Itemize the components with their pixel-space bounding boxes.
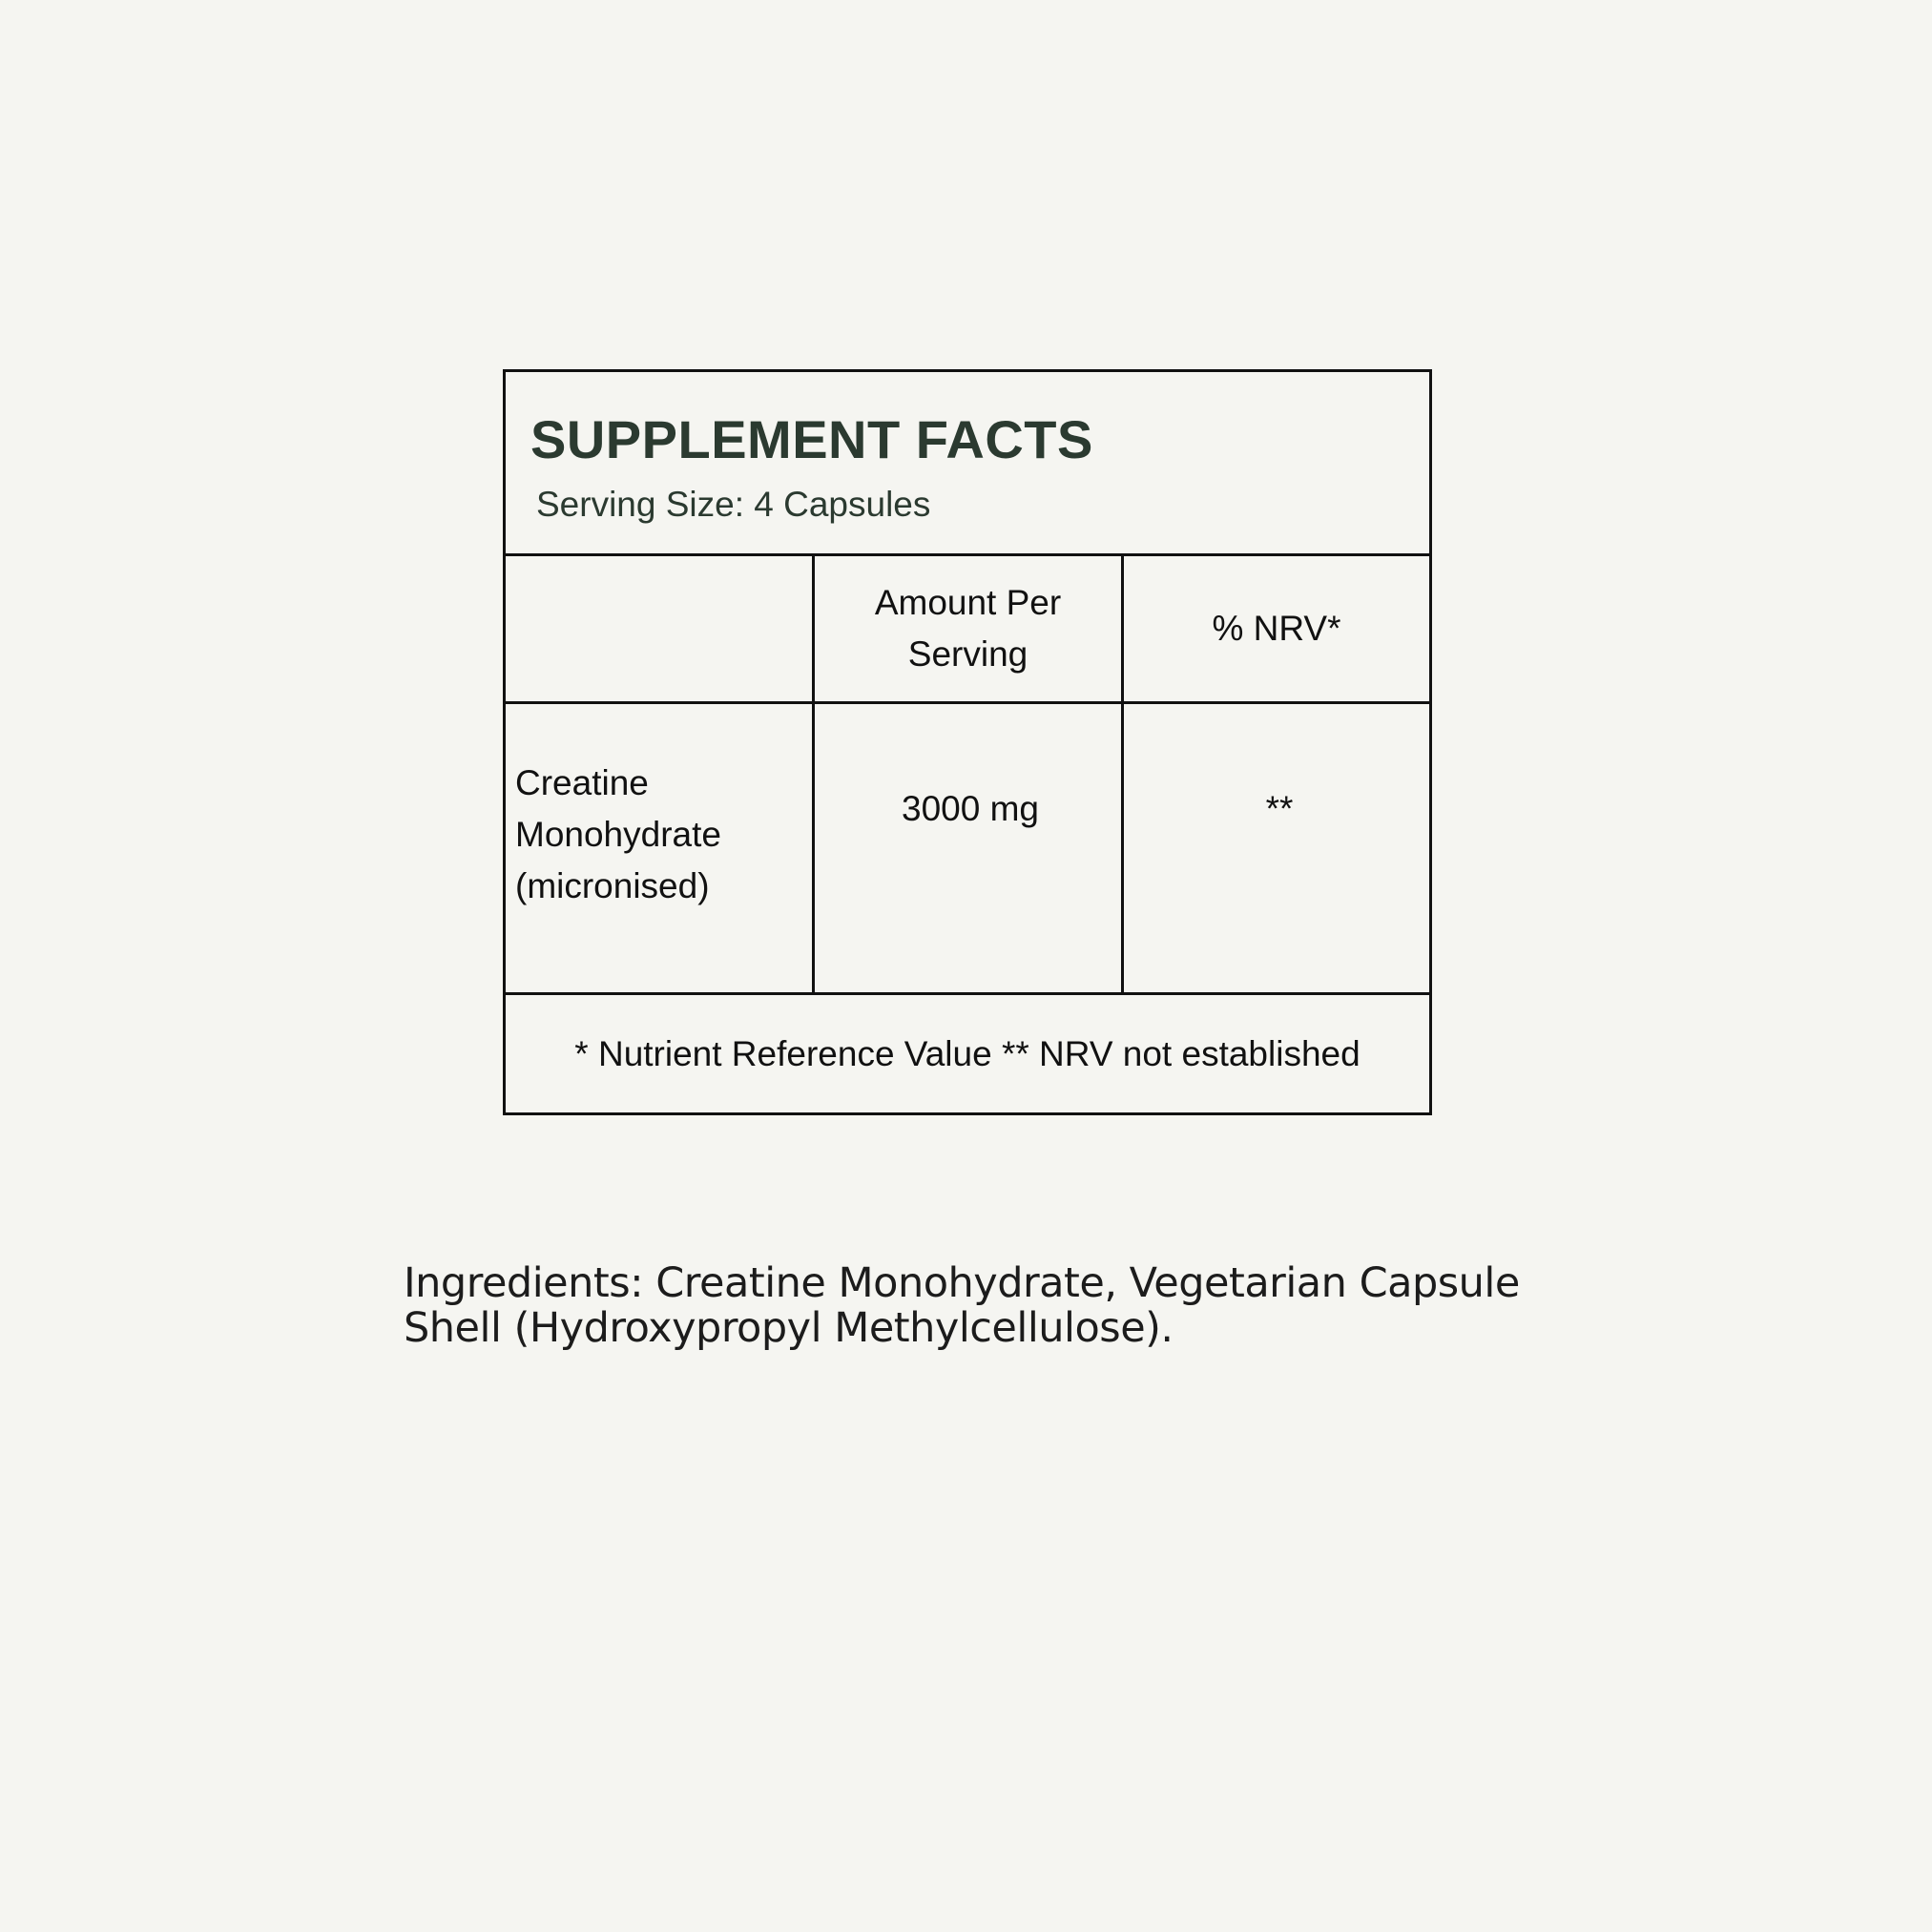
header-amount-cell (815, 556, 1121, 701)
ingredient-name-line1: Creatine (515, 763, 649, 802)
supplement-facts-panel (503, 369, 1432, 1115)
row-divider (506, 701, 1429, 704)
facts-footnote: * Nutrient Reference Value ** NRV not established (574, 1033, 1361, 1073)
header-amount-line2: Serving (907, 634, 1028, 674)
serving-size: Serving Size: 4 Capsules (536, 485, 931, 524)
amount-value-cell: 3000 mg (902, 789, 1039, 828)
ingredients-text (404, 1261, 1548, 1351)
facts-header (506, 372, 1429, 556)
header-ingredient-cell (506, 556, 812, 701)
facts-title: SUPPLEMENT FACTS (530, 409, 1093, 469)
ingredients-line1: Ingredients: Creatine Monohydrate, Vegetarian Capsule (404, 1259, 1520, 1307)
ingredient-name-cell (515, 758, 801, 912)
ingredients-line2: Shell (Hydroxypropyl Methylcellulose). (404, 1304, 1174, 1352)
header-amount-line1: Amount Per (874, 583, 1062, 622)
nrv-value-cell: ** (1265, 789, 1294, 828)
header-nrv-cell: % NRV* (1212, 609, 1341, 648)
ingredient-name-line2: Monohydrate (515, 815, 721, 854)
ingredient-name-line3: (micronised) (515, 866, 710, 905)
facts-table (506, 556, 1429, 992)
